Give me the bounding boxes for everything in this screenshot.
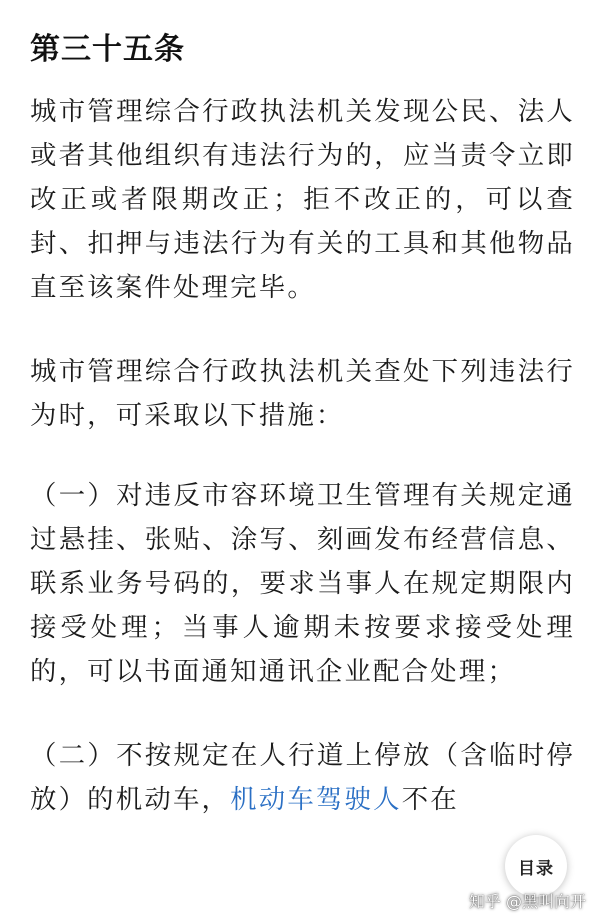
watermark: 知乎 @黑叫向开: [468, 892, 586, 911]
paragraph-1: 城市管理综合行政执法机关发现公民、法人或者其他组织有违法行为的，应当责令立即改正或者限期改正；拒不改正的，可以查封、扣押与违法行为有关的工具和其他物品直至该案件处理完毕。: [30, 96, 575, 303]
article-body: [30, 0, 575, 822]
paragraph-4-tail: 不在: [401, 784, 459, 815]
toc-button[interactable]: [505, 835, 567, 897]
paragraph-2: 城市管理综合行政执法机关查处下列违法行为时，可采取以下措施：: [30, 356, 575, 431]
paragraph-3: （一）对违反市容环境卫生管理有关规定通过悬挂、张贴、涂写、刻画发布经营信息、联系业务号码的，要求当事人在规定期限内接受处理；当事人逾期未按要求接受处理的，可以书面通知通讯企业配合处理；: [30, 480, 575, 687]
paragraph-4: [30, 734, 575, 822]
toc-button-label: 目录: [518, 858, 554, 879]
paragraph-4-text: （二）不按规定在人行道上停放（含临时停放）的机动车，: [30, 740, 575, 815]
term-link[interactable]: 机动车驾驶人: [230, 784, 402, 815]
article-heading: 第三十五条: [30, 32, 185, 67]
